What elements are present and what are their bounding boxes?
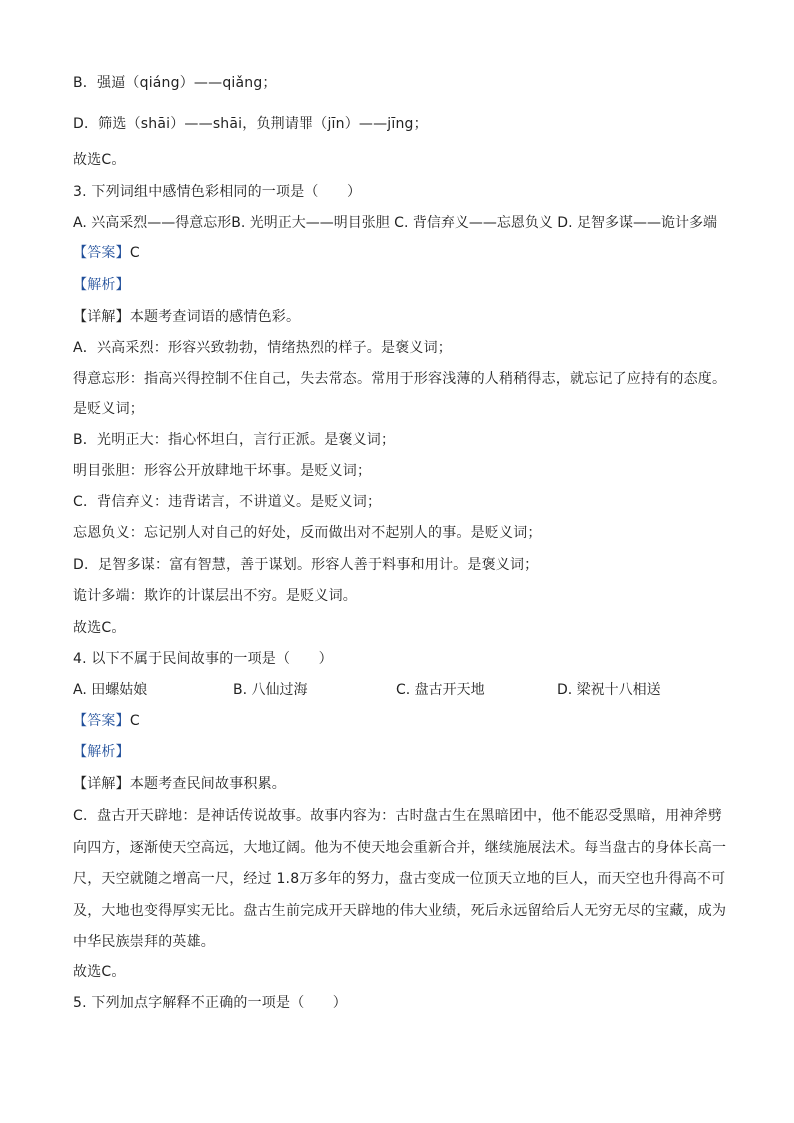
q3-detail-line: 诡计多端：欺诈的计谋层出不穷。是贬义词。: [73, 588, 357, 604]
q3-stem: 3. 下列词组中感情色彩相同的一项是（ ）: [73, 184, 362, 200]
answer-tag: 【答案】: [73, 245, 130, 261]
q3-detail-line: 明目张胆：形容公开放肆地干坏事。是贬义词；: [73, 463, 372, 479]
analysis-tag: 【解析】: [73, 744, 130, 760]
q5-stem: 5. 下列加点字解释不正确的一项是（ ）: [73, 995, 348, 1011]
q3-detail-line: 忘恩负义：忘记别人对自己的好处，反而做出对不起别人的事。是贬义词；: [73, 525, 542, 541]
q3-detail: [73, 307, 300, 327]
q4-detail-line: C．盘古开天辟地：是神话传说故事。故事内容为：古时盘古生在黑暗团中，他不能忍受黑暗，用神斧劈: [73, 808, 722, 824]
q4-conclusion: 故选C。: [73, 964, 126, 980]
q3-options: A. 兴高采烈——得意忘形B. 光明正大——明目张胆 C. 背信弃义——忘恩负义 D. 足智多谋——诡计多端: [73, 215, 717, 231]
q3-answer: [73, 243, 140, 263]
q4-option-c: C. 盘古开天地: [396, 682, 485, 698]
detail-tag: 【详解】: [73, 309, 130, 325]
detail-intro: 本题考查词语的感情色彩。: [129, 309, 301, 325]
q4-detail: [73, 774, 286, 794]
q4-option-a: A. 田螺姑娘: [73, 682, 148, 698]
q3-detail-line: 是贬义词；: [73, 401, 144, 417]
answer-value: C: [129, 713, 140, 729]
q4-answer: [73, 711, 140, 731]
q4-detail-line: 及，大地也变得厚实无比。盘古生前完成开天辟地的伟大业绩，死后永远留给后人无穷无尽的宝藏，成为: [73, 903, 727, 919]
answer-value: C: [129, 245, 140, 261]
q3-detail-line: A．兴高采烈：形容兴致勃勃，情绪热烈的样子。是褒义词；: [73, 340, 452, 356]
q4-detail-line: 向四方，逐渐使天空高远，大地辽阔。他为不使天地会重新合并，继续施展法术。每当盘古的身体长高一: [73, 840, 727, 856]
q3-detail-line: C．背信弃义：违背诺言，不讲道义。是贬义词；: [73, 494, 382, 510]
q3-detail-line: D．足智多谋：富有智慧，善于谋划。形容人善于料事和用计。是褒义词；: [73, 557, 539, 573]
prev-option-d: D．筛选（shāi）——shāi，负荆请罪（jīn）——jīng；: [73, 116, 428, 132]
q3-conclusion: 故选C。: [73, 620, 126, 636]
q4-stem: 4. 以下不属于民间故事的一项是（ ）: [73, 651, 333, 667]
detail-tag: 【详解】: [73, 776, 130, 792]
analysis-tag: 【解析】: [73, 277, 130, 293]
q3-detail-line: 得意忘形：指高兴得控制不住自己，失去常态。常用于形容浅薄的人稍稍得志，就忘记了应持有的态度。: [73, 371, 727, 387]
q4-detail-line: 中华民族崇拜的英雄。: [73, 934, 215, 950]
q3-analysis-tag: [73, 275, 130, 295]
detail-intro: 本题考查民间故事积累。: [129, 776, 287, 792]
q4-detail-line: 尺，天空就随之增高一尺，经过 1.8万多年的努力，盘古变成一位顶天立地的巨人，而天空也升得高不可: [73, 871, 726, 887]
q4-analysis-tag: [73, 742, 130, 762]
q4-option-b: B. 八仙过海: [233, 682, 308, 698]
prev-option-b: B．强逼（qiáng）——qiǎng；: [73, 75, 277, 91]
prev-conclusion: 故选C。: [73, 152, 126, 168]
answer-tag: 【答案】: [73, 713, 130, 729]
q3-detail-line: B．光明正大：指心怀坦白，言行正派。是褒义词；: [73, 432, 396, 448]
q4-option-d: D. 梁祝十八相送: [557, 682, 661, 698]
